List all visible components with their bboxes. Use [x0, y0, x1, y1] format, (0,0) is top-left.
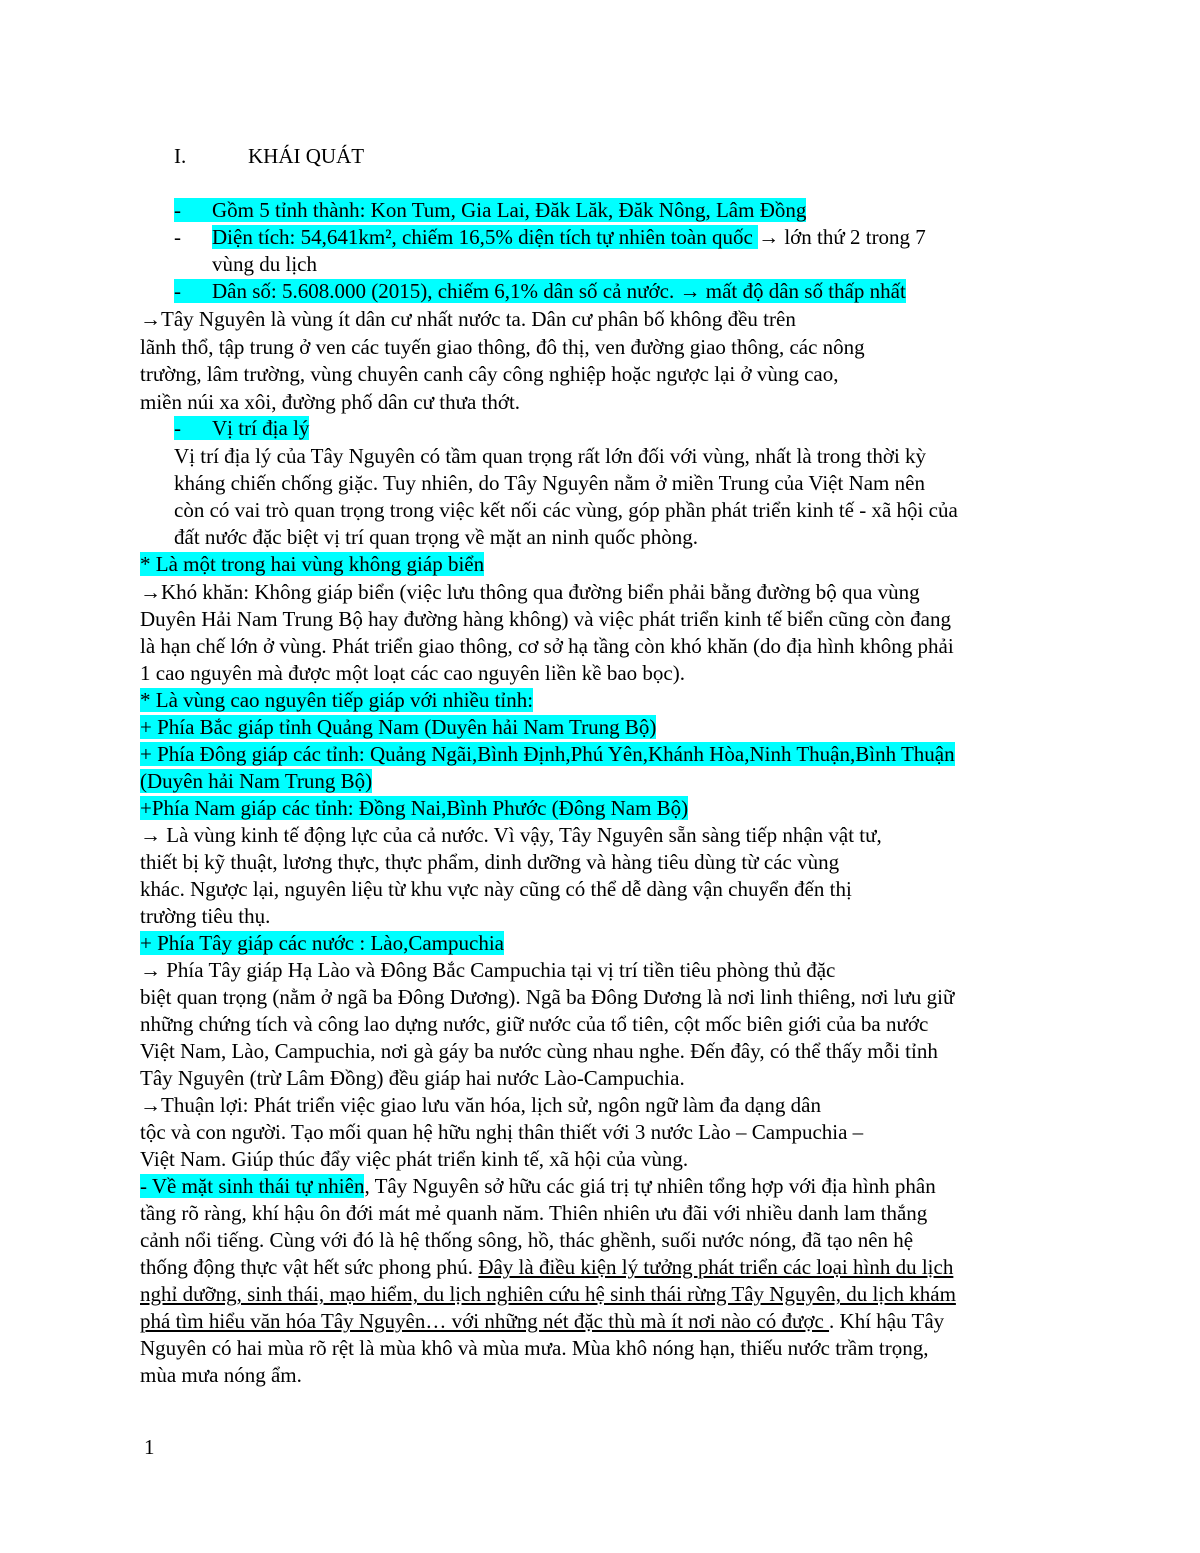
para-advantage-line: tộc và con người. Tạo mối quan hệ hữu nghị thân thiết với 3 nước Lào – Campuchia – — [140, 1120, 864, 1144]
para-economy-line: khác. Ngược lại, nguyên liệu từ khu vực này cũng có thể dễ dàng vận chuyển đến thị — [140, 877, 852, 901]
para-location-line: đất nước đặc biệt vị trí quan trọng về mặt an ninh quốc phòng. — [174, 525, 699, 549]
para-economy-line: → Là vùng kinh tế động lực của cả nước. Vì vậy, Tây Nguyên sẵn sàng tiếp nhận vật tư, — [140, 823, 882, 847]
border-line: +Phía Nam giáp các tỉnh: Đồng Nai,Bình Phước (Đông Nam Bộ) — [140, 796, 689, 820]
border-line: (Duyên hải Nam Trung Bộ) — [140, 769, 373, 793]
bullet-location-heading: - Vị trí địa lý — [174, 416, 310, 440]
para-west-line: biệt quan trọng (nằm ở ngã ba Đông Dương). Ngã ba Đông Dương là nơi linh thiêng, nơi lưu giữ — [140, 985, 955, 1009]
para-ecology-line: mùa mưa nóng ẩm. — [140, 1363, 302, 1387]
para-population-line: →Tây Nguyên là vùng ít dân cư nhất nước ta. Dân cư phân bố không đều trên — [140, 307, 796, 331]
west-border-heading: + Phía Tây giáp các nước : Lào,Campuchia — [140, 931, 504, 955]
bullet-area: - Diện tích: 54,641km², chiếm 16,5% diện tích tự nhiên toàn quốc → lớn thứ 2 trong 7 — [174, 225, 926, 249]
bullet-population-conclusion: → mất độ dân số thấp nhất — [679, 279, 906, 303]
para-west-line: → Phía Tây giáp Hạ Lào và Đông Bắc Campuchia tại vị trí tiền tiêu phòng thủ đặc — [140, 958, 836, 982]
bullet-population-text: Dân số: 5.608.000 (2015), chiếm 6,1% dân số cả nước. — [212, 279, 680, 303]
para-advantage-line: →Thuận lợi: Phát triển việc giao lưu văn hóa, lịch sử, ngôn ngữ làm đa dạng dân — [140, 1093, 821, 1117]
para-ecology-line: phá tìm hiểu văn hóa Tây Nguyên… với những nét đặc thù mà ít nơi nào có được . Khí hậu Tây — [140, 1309, 945, 1333]
bullet-population: - Dân số: 5.608.000 (2015), chiếm 6,1% dân số cả nước. → mất độ dân số thấp nhất — [174, 279, 906, 303]
para-ecology-line: nghỉ dưỡng, sinh thái, mạo hiểm, du lịch nghiên cứu hệ sinh thái rừng Tây Nguyên, du lịch khám — [140, 1282, 956, 1306]
bullet-area-line2: vùng du lịch — [212, 252, 317, 276]
para-difficulty-line: là hạn chế lớn ở vùng. Phát triển giao thông, cơ sở hạ tầng còn khó khăn (do địa hình không phải — [140, 634, 954, 658]
para-difficulty-line: Duyên Hải Nam Trung Bộ hay đường hàng không) và việc phát triển kinh tế biển cũng còn đang — [140, 607, 952, 631]
para-ecology-line: Nguyên có hai mùa rõ rệt là mùa khô và mùa mưa. Mùa khô nóng hạn, thiếu nước trầm trọng, — [140, 1336, 929, 1360]
location-heading-text: Vị trí địa lý — [212, 416, 310, 440]
para-ecology-line: cảnh nổi tiếng. Cùng với đó là hệ thống sông, hồ, thác ghềnh, suối nước nóng, đã tạo nên hệ — [140, 1228, 914, 1252]
para-advantage-line: Việt Nam. Giúp thúc đẩy việc phát triển kinh tế, xã hội của vùng. — [140, 1147, 689, 1171]
para-ecology-line: thống động thực vật hết sức phong phú. Đây là điều kiện lý tưởng phát triển các loại hình du lịch — [140, 1255, 954, 1279]
para-economy-line: thiết bị kỹ thuật, lương thực, thực phẩm, dinh dưỡng và hàng tiêu dùng từ các vùng — [140, 850, 840, 874]
para-population-line: miền núi xa xôi, đường phố dân cư thưa thớt. — [140, 390, 521, 414]
para-difficulty-line: →Khó khăn: Không giáp biển (việc lưu thông qua đường biển phải bằng đường bộ qua vùng — [140, 580, 920, 604]
para-ecology-line: tầng rõ ràng, khí hậu ôn đới mát mẻ quanh năm. Thiên nhiên ưu đãi với nhiều danh lam thắng — [140, 1201, 928, 1225]
para-west-line: những chứng tích và công lao dựng nước, giữ nước của tổ tiên, cột mốc biên giới của ba nước — [140, 1012, 929, 1036]
para-location-line: còn có vai trò quan trọng trong việc kết nối các vùng, góp phần phát triển kinh tế - xã hội của — [174, 498, 958, 522]
bullet-provinces: - Gồm 5 tỉnh thành: Kon Tum, Gia Lai, Đăk Lăk, Đăk Nông, Lâm Đồng — [174, 198, 807, 222]
heading-number: I. — [174, 144, 187, 168]
section-heading — [174, 143, 364, 170]
no-sea-heading: * Là một trong hai vùng không giáp biển — [140, 552, 485, 576]
para-economy-line: trường tiêu thụ. — [140, 904, 271, 928]
para-location-line: Vị trí địa lý của Tây Nguyên có tầm quan trọng rất lớn đối với vùng, nhất là trong thời kỳ — [174, 444, 927, 468]
para-population-line: lãnh thổ, tập trung ở ven các tuyến giao thông, đô thị, ven đường giao thông, các nông — [140, 335, 865, 359]
border-line: + Phía Đông giáp các tỉnh: Quảng Ngãi,Bình Định,Phú Yên,Khánh Hòa,Ninh Thuận,Bình Thuận — [140, 742, 955, 766]
para-west-line: Việt Nam, Lào, Campuchia, nơi gà gáy ba nước cùng nhau nghe. Đến đây, có thể thấy mỗi tỉnh — [140, 1039, 938, 1063]
border-line: + Phía Bắc giáp tỉnh Quảng Nam (Duyên hải Nam Trung Bộ) — [140, 715, 657, 739]
para-population-line: trường, lâm trường, vùng chuyên canh cây công nghiệp hoặc ngược lại ở vùng cao, — [140, 362, 839, 386]
para-location-line: kháng chiến chống giặc. Tuy nhiên, do Tây Nguyên nằm ở miền Trung của Việt Nam nên — [174, 471, 925, 495]
bullet-area-text: Diện tích: 54,641km², chiếm 16,5% diện tích tự nhiên toàn quốc — [212, 225, 759, 249]
border-line: * Là vùng cao nguyên tiếp giáp với nhiều tỉnh: — [140, 688, 534, 712]
para-west-line: Tây Nguyên (trừ Lâm Đồng) đều giáp hai nước Lào-Campuchia. — [140, 1066, 685, 1090]
para-ecology-line: - Về mặt sinh thái tự nhiên, Tây Nguyên sở hữu các giá trị tự nhiên tổng hợp với địa hình phân — [140, 1174, 936, 1198]
bullet-area-rest: → lớn thứ 2 trong 7 — [758, 225, 926, 249]
page-number: 1 — [144, 1435, 155, 1459]
para-difficulty-line: 1 cao nguyên mà được một loạt các cao nguyên liền kề bao bọc). — [140, 661, 685, 685]
ecology-heading: - Về mặt sinh thái tự nhiên — [140, 1174, 365, 1198]
bullet-provinces-text: Gồm 5 tỉnh thành: Kon Tum, Gia Lai, Đăk Lăk, Đăk Nông, Lâm Đồng — [212, 198, 807, 222]
heading-title: KHÁI QUÁT — [248, 144, 365, 168]
